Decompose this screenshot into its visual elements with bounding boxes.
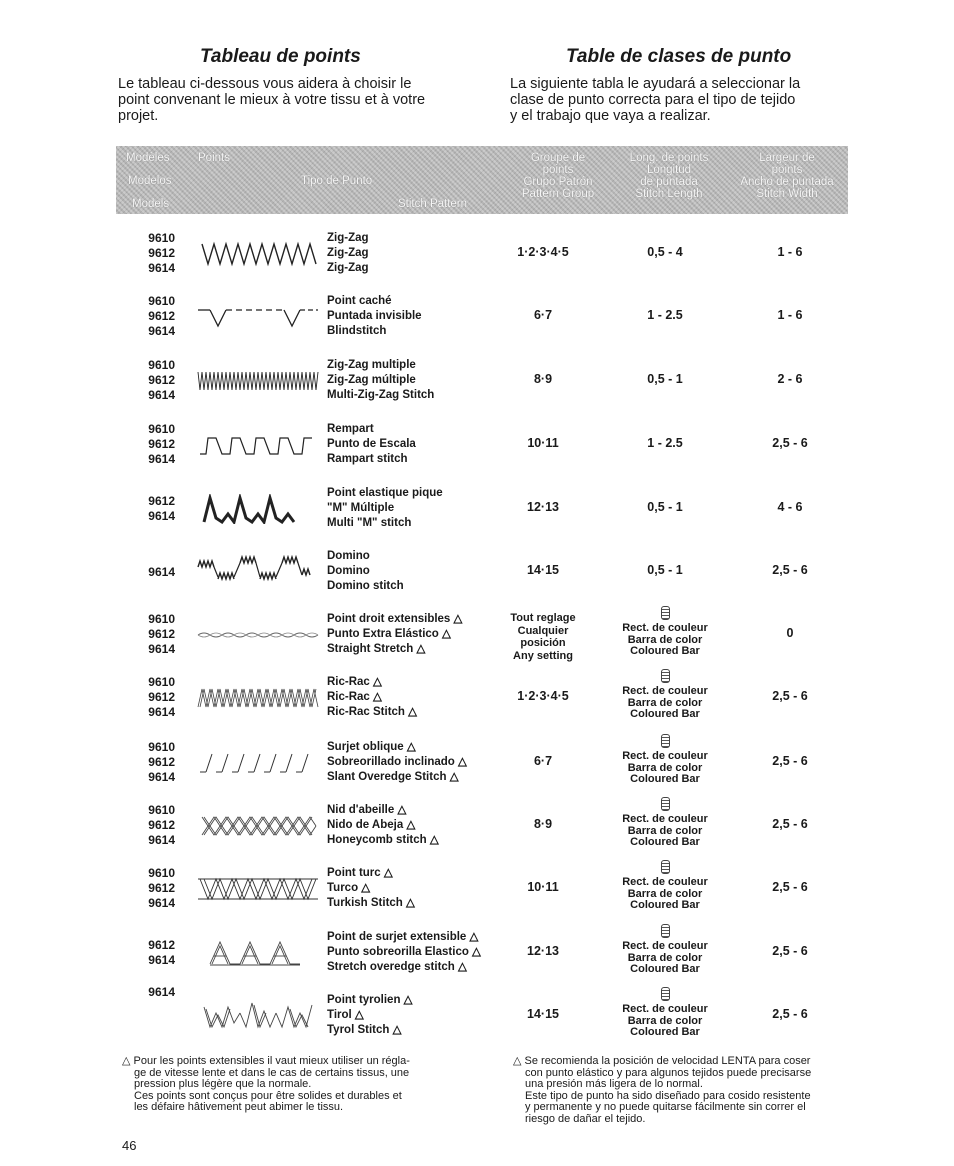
row-models: 9610 9612 9614 (148, 358, 175, 402)
row-models: 9612 9614 (148, 494, 175, 523)
row-names: Zig-Zag Zig-Zag Zig-Zag (327, 232, 369, 274)
coloured-bar-icon (661, 860, 670, 874)
row-group: 12·13 (527, 500, 559, 514)
tyrol-icon (196, 999, 320, 1033)
row-width: 2 - 6 (777, 372, 803, 386)
row-models: 9614 (148, 565, 175, 579)
header-pattern-en: Stitch Pattern (398, 198, 468, 210)
footnote-fr: △ Pour les points extensibles il vaut mieux utiliser un régla- ge de vitesse lente et dans le cas de certains tissus, une pression plus légère que la normale. Ces points sont conçus pour être solides et durables et les défaire hâtivement peut abimer le tissu. (122, 1055, 410, 1113)
row-models: 9610 9612 9614 (148, 803, 175, 847)
coloured-bar-icon (661, 924, 670, 938)
header-models-es: Modelos (128, 175, 172, 187)
row-width: 1 - 6 (777, 308, 803, 322)
row-group: 10·11 (527, 436, 559, 450)
multi-m-icon (196, 494, 320, 524)
blindstitch-icon (196, 304, 320, 330)
row-group: 14·15 (527, 563, 559, 577)
row-width: 1 - 6 (777, 245, 803, 259)
row-names: Point de surjet extensible △ Punto sobreorilla Elastico △ Stretch overedge stitch △ (327, 931, 481, 973)
row-models: 9610 9612 9614 (148, 294, 175, 338)
coloured-bar-icon (661, 734, 670, 748)
row-models: 9610 9612 9614 (148, 675, 175, 719)
row-width: 4 - 6 (777, 500, 803, 514)
row-width: 2,5 - 6 (772, 754, 808, 768)
row-length: 1 - 2.5 (647, 308, 683, 322)
row-length: 0,5 - 1 (647, 500, 683, 514)
domino-icon (196, 555, 320, 585)
row-models: 9610 9612 9614 (148, 866, 175, 910)
row-names: Domino Domino Domino stitch (327, 550, 404, 592)
row-names: Point caché Puntada invisible Blindstitch (327, 295, 422, 337)
header-models-en: Models (132, 198, 170, 210)
title-fr: Tableau de points (200, 46, 361, 67)
row-length: Rect. de couleur Barra de color Coloured Bar (610, 606, 720, 658)
footnote-es: △ Se recomienda la posición de velocidad LENTA para coser con punto elástico y para algunos tejidos puede precisarse una presión más ligera de lo normal. Este tipo de punto ha sido diseñado para cosido resistente y permanente y no puede quitarse fácilmente sin correr el riesgo de dañar el tejido. (513, 1055, 812, 1125)
slant-overedge-icon (196, 750, 320, 776)
row-names: Point droit extensibles △ Punto Extra Elástico △ Straight Stretch △ (327, 613, 463, 655)
row-group: 6·7 (533, 754, 553, 768)
row-width: 2,5 - 6 (772, 944, 808, 958)
row-names: Surjet oblique △ Sobreorillado inclinado △ Slant Overedge Stitch △ (327, 741, 467, 783)
row-width: 0 (786, 626, 794, 640)
header-group: Groupe de points Grupo Patrón Pattern Group (521, 152, 595, 200)
turkish-icon (196, 874, 320, 904)
straight-stretch-icon (196, 626, 320, 644)
page-number: 46 (122, 1138, 137, 1153)
row-names: Ric-Rac △ Ric-Rac △ Ric-Rac Stitch △ (327, 676, 418, 718)
header-pattern-fr: Points (198, 152, 230, 164)
coloured-bar-icon (661, 987, 670, 1001)
intro-es: La siguiente tabla le ayudará a seleccionar la clase de punto correcta para el tipo de tejido y el trabajo que vaya a realizar. (510, 76, 801, 124)
row-length: Rect. de couleur Barra de color Coloured Bar (610, 860, 720, 912)
row-length: Rect. de couleur Barra de color Coloured Bar (610, 797, 720, 849)
stretch-overedge-icon (196, 936, 320, 968)
row-models: 9610 9612 9614 (148, 422, 175, 466)
row-width: 2,5 - 6 (772, 880, 808, 894)
rampart-icon (196, 432, 320, 458)
row-width: 2,5 - 6 (772, 563, 808, 577)
zigzag-icon (196, 239, 320, 269)
row-length: 1 - 2.5 (647, 436, 683, 450)
row-length: 0,5 - 4 (647, 245, 683, 259)
row-width: 2,5 - 6 (772, 436, 808, 450)
row-group: 8·9 (533, 372, 553, 386)
header-width: Largeur de points Ancho de puntada Stitch Width (740, 152, 834, 200)
row-length: Rect. de couleur Barra de color Coloured Bar (610, 734, 720, 786)
row-length: 0,5 - 1 (647, 563, 683, 577)
header-length: Long. de points Longitud de puntada Stitch Length (629, 152, 709, 200)
row-names: Nid d'abeille △ Nido de Abeja △ Honeycomb stitch △ (327, 804, 439, 846)
row-names: Point elastique pique "M" Múltiple Multi "M" stitch (327, 487, 443, 529)
row-models: 9610 9612 9614 (148, 612, 175, 656)
row-group: 1·2·3·4·5 (517, 245, 569, 259)
row-group: 1·2·3·4·5 (517, 689, 569, 703)
row-group: 14·15 (527, 1007, 559, 1021)
row-models: 9610 9612 9614 (148, 231, 175, 275)
row-names: Point turc △ Turco △ Turkish Stitch △ (327, 867, 415, 909)
row-length: Rect. de couleur Barra de color Coloured Bar (610, 924, 720, 976)
title-es: Table de clases de punto (566, 46, 792, 67)
row-length: Rect. de couleur Barra de color Coloured Bar (610, 987, 720, 1039)
ric-rac-icon (196, 683, 320, 713)
row-names: Zig-Zag multiple Zig-Zag múltiple Multi-Zig-Zag Stitch (327, 359, 435, 401)
row-models: 9610 9612 9614 (148, 740, 175, 784)
row-width: 2,5 - 6 (772, 817, 808, 831)
row-group: 12·13 (527, 944, 559, 958)
coloured-bar-icon (661, 669, 670, 683)
table-header (116, 146, 848, 214)
coloured-bar-icon (661, 797, 670, 811)
multi-zigzag-icon (196, 368, 320, 394)
row-width: 2,5 - 6 (772, 1007, 808, 1021)
row-group: Tout reglage Cualquier posición Any setting (510, 612, 576, 662)
row-group: 6·7 (533, 308, 553, 322)
row-names: Point tyrolien △ Tirol △ Tyrol Stitch △ (327, 994, 413, 1036)
row-width: 2,5 - 6 (772, 689, 808, 703)
row-names: Rempart Punto de Escala Rampart stitch (327, 423, 416, 465)
row-models: 9612 9614 (148, 938, 175, 967)
header-models-fr: Modèles (126, 152, 170, 164)
honeycomb-icon (196, 813, 320, 839)
row-group: 8·9 (533, 817, 553, 831)
row-group: 10·11 (527, 880, 559, 894)
header-pattern-es: Tipo de Punto (301, 175, 373, 187)
intro-fr: Le tableau ci-dessous vous aidera à choisir le point convenant le mieux à votre tissu et à votre projet. (118, 76, 426, 124)
row-length: Rect. de couleur Barra de color Coloured Bar (610, 669, 720, 721)
row-length: 0,5 - 1 (647, 372, 683, 386)
coloured-bar-icon (661, 606, 670, 620)
row-models: 9614 (148, 985, 175, 999)
